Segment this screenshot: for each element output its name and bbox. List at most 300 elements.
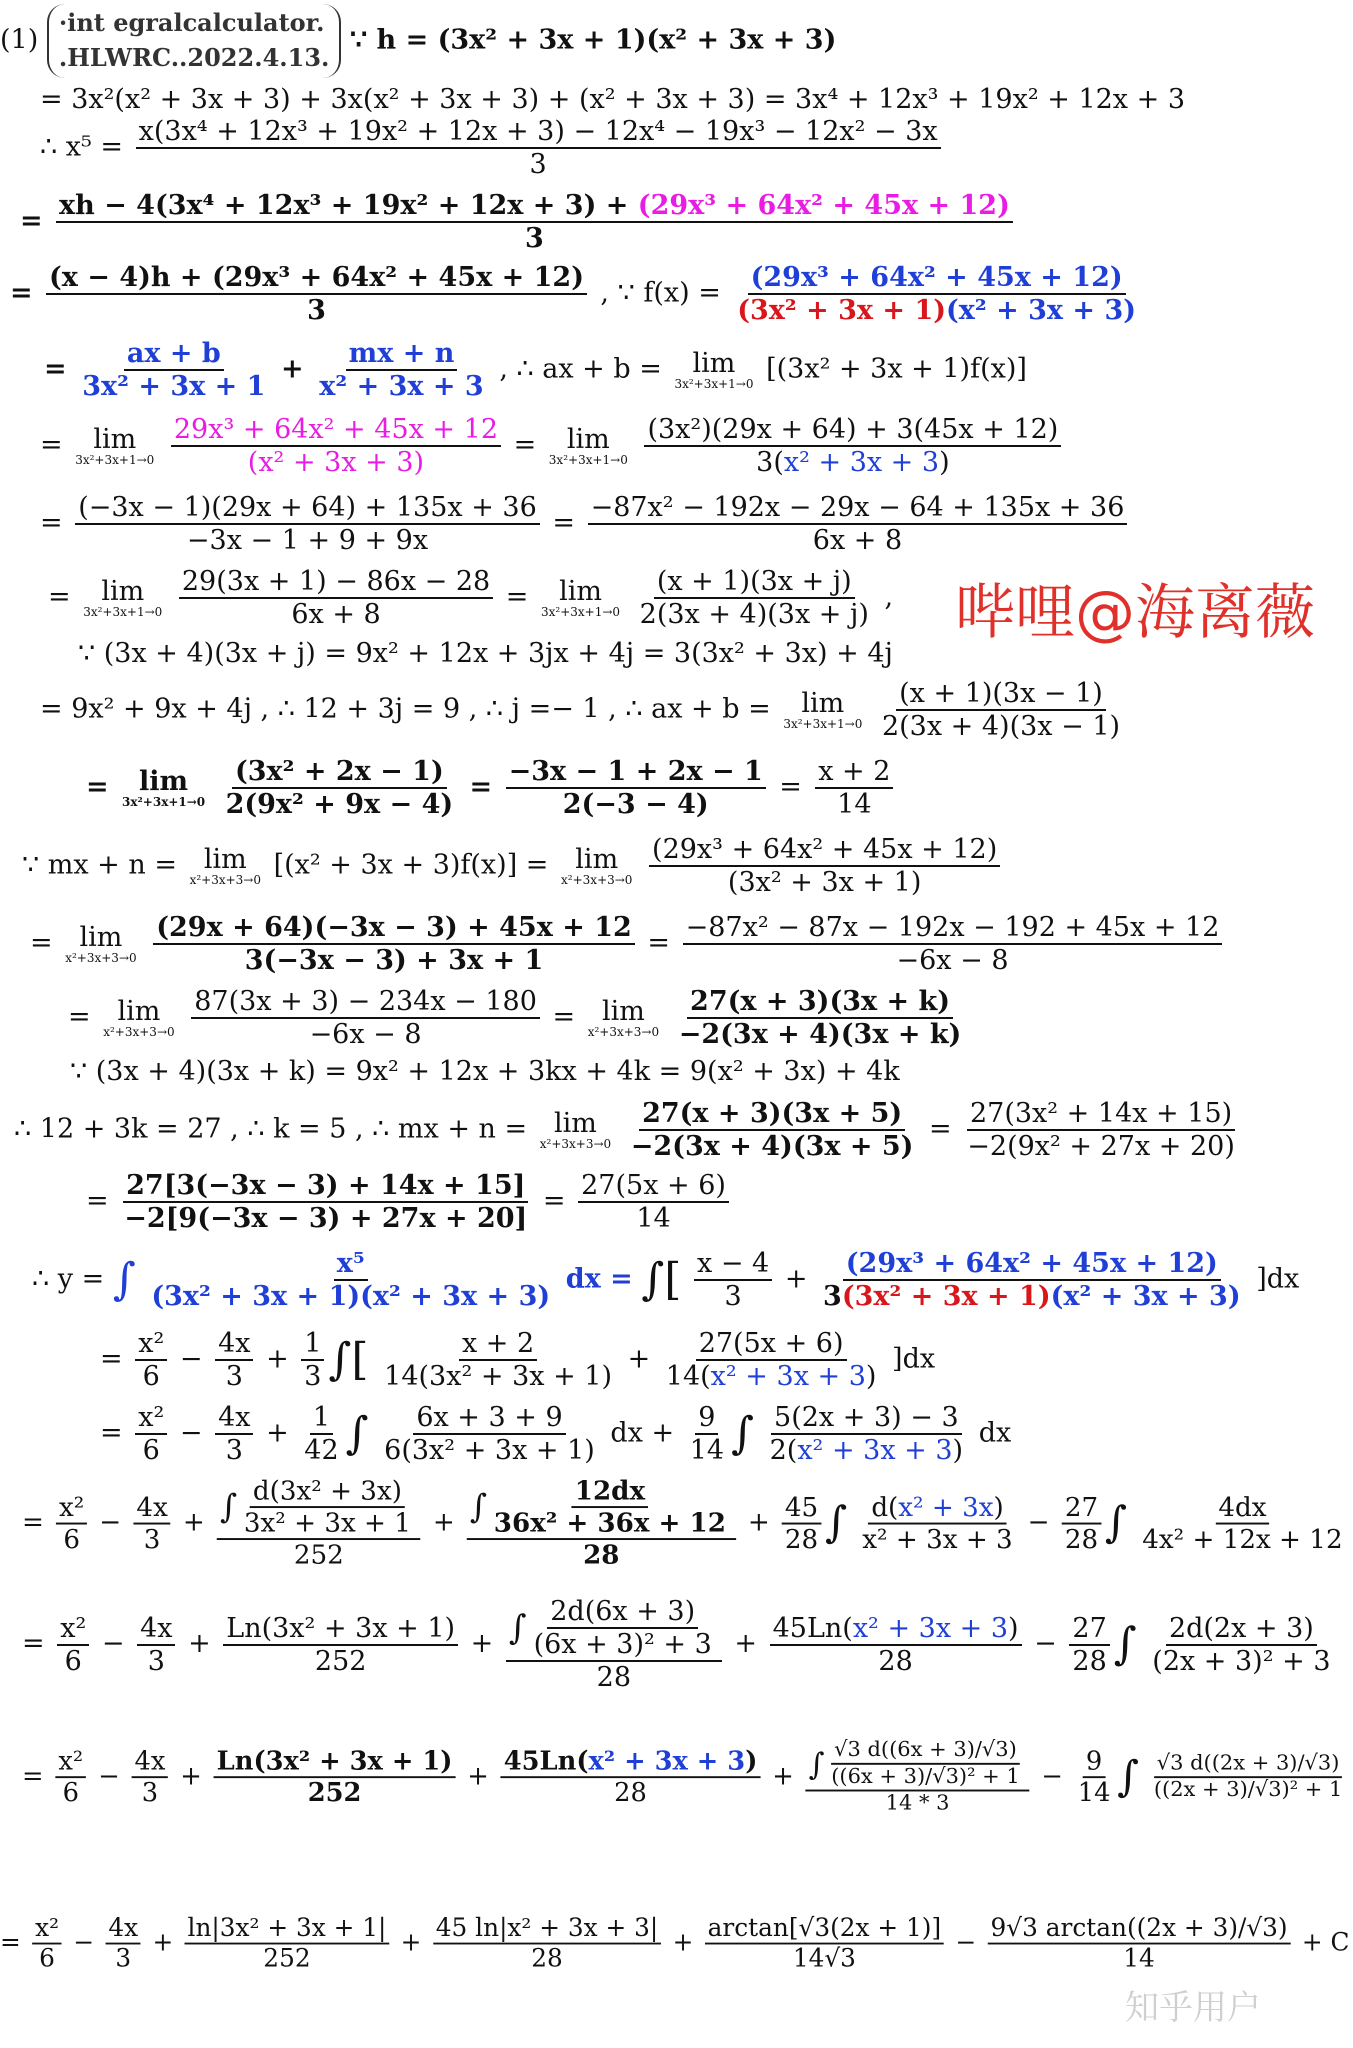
l18-frac2 (578, 1172, 729, 1232)
l18-d2: 14 (636, 1203, 671, 1234)
l19-dx: dx = (565, 1263, 633, 1295)
l15-sub2: x²+3x+3→0 (587, 1025, 660, 1039)
l20-f5 (663, 1330, 880, 1390)
l19-d1b: (x² + 3x + 3) (360, 1281, 551, 1312)
line-15: = lim x²+3x+3→0 $\frac{87(3x + 3) - 234x - 180}{-6x - 8}$ = lim x²+3x+3→0 $\frac{27(x + 3)(3x + k)}{-2(3x + 4)(3x + k)}$ (68, 988, 968, 1048)
l12-d3: 14 (837, 789, 872, 820)
l23-n7: 2d(2x + 3) (1166, 1615, 1317, 1646)
l21-d5: 14 (689, 1435, 725, 1466)
l13-expr: [(x² + 3x + 3)f(x)] = (273, 849, 549, 881)
l21-n3: 1 (310, 1404, 333, 1435)
l7-d2b: x² + 3x + 3 (783, 447, 940, 478)
l23-d3: 252 (314, 1645, 367, 1677)
l12-lim: lim (139, 766, 189, 797)
integral-sign: ∫ (808, 1745, 825, 1782)
l12-n1: (3x² + 2x − 1) (232, 758, 447, 789)
l12-limit (122, 768, 205, 808)
l20-d4: 14(3x² + 3x + 1) (384, 1361, 612, 1392)
l20-n2: 4x (215, 1330, 253, 1361)
l24-n4b: x² + 3x + 3 (588, 1746, 746, 1777)
l8-d2: 6x + 8 (812, 525, 903, 556)
header-line (0, 4, 836, 78)
l24-d1: 6 (62, 1778, 80, 1808)
l25-n3: ln|3x² + 3x + 1| (185, 1916, 389, 1944)
l21-d6c: ) (952, 1435, 964, 1466)
problem-number: (1) (0, 24, 39, 56)
l15-n2: 27(x + 3)(3x + k) (687, 988, 953, 1019)
line-18: = $\frac{27[3(-3x - 3) + 14x + 15]}{-2[9(-3x - 3) + 27x + 20]}$ = $\frac{27(5x + 6)}{14}$ (86, 1172, 733, 1232)
l22-n1: x² (56, 1494, 87, 1524)
l22-d5: 28 (784, 1524, 819, 1555)
line-6-frac1 (79, 340, 268, 400)
fx-num: (29x³ + 64x² + 45x + 12) (748, 264, 1126, 295)
l20-d5c: ) (865, 1361, 877, 1392)
line-13 (22, 836, 1004, 896)
l22-d1: 6 (63, 1524, 80, 1555)
l20-f1 (135, 1330, 167, 1390)
l14-n1: (29x + 64)(−3x − 3) + 45x + 12 (153, 914, 635, 945)
l15-limit2 (588, 998, 659, 1038)
l23-f2 (137, 1612, 175, 1677)
l13-limit1 (190, 846, 261, 886)
l7-frac1 (171, 416, 501, 476)
l25-f4 (433, 1916, 661, 1971)
l25-n5: arctan[√3(2x + 1)] (705, 1916, 944, 1944)
l23-d5: 28 (878, 1645, 913, 1677)
l9-lim2: lim (559, 576, 602, 607)
l21-d3: 42 (304, 1435, 339, 1466)
l20-d3: 3 (304, 1361, 322, 1392)
l22-f3-inner (241, 1476, 414, 1539)
l22-n7: 27 (1062, 1494, 1101, 1524)
line-25: = $\frac{\text{x²}}{6}$ − $\frac{4x}{3}$ + $\frac{\text{ln|3x² + 3x + 1|}}{252}$ + $\frac{\text{45 ln|x² + 3x + 3|}}{28}$ + $\frac{\arctan[√3(2x + 1)]}{14√3}$ − $\frac{9√3 \arctan((2x + 3)/√3)}{14}$ + C (0, 1914, 1350, 1973)
l24-d5: ((6x + 3)/√3)² + 1 (831, 1764, 1020, 1789)
l11-n: (x + 1)(3x − 1) (896, 680, 1106, 711)
integral-sign: ∫ (219, 1487, 238, 1527)
l21-d1: 6 (142, 1435, 160, 1466)
l6-lim: lim (692, 348, 736, 379)
l9-lim1: lim (101, 576, 145, 607)
l21-f5 (687, 1404, 727, 1464)
l6-n1: ax + b (124, 340, 224, 371)
l22-f5 (782, 1492, 821, 1555)
l23-n2: 4x (137, 1615, 175, 1646)
l23-d4b: 28 (596, 1662, 632, 1693)
l17-lim: lim (554, 1108, 597, 1139)
l24-d4: 28 (614, 1778, 647, 1808)
l19-d2b2: (3x² + 3x + 1) (841, 1281, 1051, 1312)
l7-lim2: lim (566, 424, 610, 455)
l24-f7 (1151, 1753, 1345, 1801)
l25-d6: 14 (1123, 1944, 1155, 1973)
integral-sign: ∫ (328, 1334, 352, 1385)
l22-d3b: 252 (293, 1540, 344, 1571)
l19-tail: ]dx (1256, 1263, 1300, 1295)
line-6: = $\frac{ax + b}{\text{3x² + 3x + 1}}$ + $\frac{mx + n}{\text{x² + 3x + 3}}$ , ∴ ax + b = lim 3x²+3x+1→0 [(3x² + 3x + 1)f(x)] (44, 338, 1027, 402)
l17-frac2 (964, 1100, 1238, 1160)
l7-sub1: 3x²+3x+1→0 (75, 453, 155, 467)
line-6-frac2 (316, 340, 486, 400)
line-22: = $\frac{\text{x²}}{6}$ − $\frac{4x}{3}$ + ∫ $\frac{\text{d(3x² + 3x)}}{\text{3x² + 3x + 1}}$ 252 + ∫ $\frac{12dx}{\text{36x² + 36x + 12}}$ 28 + $\frac{45}{28}$ ∫ $\frac{\text{d(x² + 3x)}}{\text{x² + 3x + 3}}$ − $\frac{27}{28}$ ∫ $\frac{4dx}{\text{4x² + 12x + 12}}$ (22, 1478, 1349, 1568)
integral-sign: ∫ (824, 1497, 848, 1548)
l6-d1: 3x² + 3x + 1 (82, 371, 266, 402)
integral-sign: ∫ (641, 1254, 665, 1305)
l23-f5 (770, 1612, 1022, 1677)
l18-frac1 (121, 1172, 530, 1232)
l21-f4 (381, 1404, 598, 1464)
line-8: = $\frac{(-3x - 1)(29x + 64) + 135x + 36}{-3x - 1 + 9 + 9x}$ = $\frac{\text{−87x² − 192x − 29x − 64 + 135x + 36}}{6x + 8}$ (40, 494, 1131, 554)
l24-f1 (56, 1746, 87, 1808)
l23-d6: 28 (1072, 1645, 1107, 1677)
l12-n2: −3x − 1 + 2x − 1 (506, 758, 766, 789)
l6-d2: x² + 3x + 3 (319, 371, 484, 402)
l23-n1: x² (57, 1615, 89, 1646)
l13-sub2: x²+3x+3→0 (561, 873, 633, 887)
l22-d2: 3 (143, 1524, 161, 1555)
l20-n1: x² (135, 1330, 167, 1361)
l21-f2 (215, 1404, 253, 1464)
l19-d2b1: 3 (823, 1281, 842, 1312)
line-10: ∵ (3x + 4)(3x + j) = 9x² + 12x + 3jx + 4j = 3(3x² + 3x) + 4j (78, 638, 893, 669)
l9-sub1: 3x²+3x+1→0 (83, 605, 163, 619)
line-4-num-b: (29x³ + 64x² + 45x + 12) (637, 190, 1010, 221)
l23-n3: Ln(3x² + 3x + 1) (223, 1615, 458, 1646)
l24-f5-inner (828, 1740, 1022, 1788)
l11-lim: lim (801, 688, 845, 719)
l21-n1: x² (135, 1404, 167, 1435)
l25-f2 (106, 1916, 141, 1971)
l19-pre: ∴ y = (32, 1263, 105, 1295)
l7-d2a: 3( (756, 447, 784, 478)
l12-d1: 2(9x² + 9x − 4) (225, 789, 454, 820)
l21-mid: dx + (610, 1417, 675, 1449)
l24-d3: 252 (307, 1778, 362, 1808)
l12-frac1 (223, 758, 457, 818)
header-note-line2: .HLWRC..2022.4.13. (58, 42, 330, 72)
l22-n3: d(3x² + 3x) (250, 1478, 405, 1508)
l13-lim2: lim (575, 844, 619, 875)
l23-f4 (506, 1598, 722, 1691)
l21-n6: 5(2x + 3) − 3 (771, 1404, 962, 1435)
l24-n4a: 45Ln( (503, 1746, 589, 1777)
l22-f8 (1139, 1492, 1345, 1555)
l22-f4-inner (491, 1476, 729, 1539)
l20-d5b: x² + 3x + 3 (710, 1361, 866, 1392)
l25-n1: x² (32, 1916, 61, 1944)
line-21: = $\frac{\text{x²}}{6}$ − $\frac{4x}{3}$ + $\frac{1}{42}$ ∫ $\frac{6x + 3 + 9}{\text{6(3x² + 3x + 1)}}$ dx + $\frac{9}{14}$ ∫ $\frac{5(2x + 3) - 3}{\text{2(x² + 3x + 3)}}$ dx (100, 1402, 1012, 1466)
l20-f4 (381, 1330, 615, 1390)
l23-d4: (6x + 3)² + 3 (533, 1629, 712, 1660)
l17-limit (540, 1110, 611, 1150)
l15-lim2: lim (601, 996, 645, 1027)
line-4-num-a: xh − 4(3x⁴ + 12x³ + 19x² + 12x + 3) + (59, 190, 638, 221)
fx-den-a: (3x² + 3x + 1) (737, 295, 947, 326)
integral-sign: ∫ (731, 1408, 755, 1459)
l11-pre: = 9x² + 9x + 4j , ∴ 12 + 3j = 9 , ∴ j =− 1 , ∴ ax + b = (40, 693, 771, 725)
line-19: ∴ y = ∫ $\frac{\text{x⁵}}{\text{(3x² + 3x + 1)(x² + 3x + 3)}}$ dx = ∫[ $\frac{x - 4}{3}$ + $\frac{\text{(29x³ + 64x² + 45x + 12)}}{\text{3(3x² + 3x + 1)(x² + 3x + 3)}}$ ]dx (32, 1248, 1300, 1312)
l24-n2: 4x (132, 1749, 169, 1779)
l15-sub1: x²+3x+3→0 (103, 1025, 175, 1039)
l15-frac1 (191, 988, 540, 1048)
l8-d1: −3x − 1 + 9 + 9x (186, 525, 429, 556)
line-4-den: 3 (525, 223, 544, 254)
l7-n2: (3x²)(29x + 64) + 3(45x + 12) (644, 416, 1061, 447)
fx-den-b: (x² + 3x + 3) (946, 295, 1137, 326)
l22-n6a: d( (871, 1492, 899, 1523)
l9-n1: 29(3x + 1) − 86x − 28 (179, 568, 493, 599)
l15-n1: 87(3x + 3) − 234x − 180 (191, 988, 540, 1019)
l21-f6 (767, 1404, 966, 1464)
line-4: = xh − 4(3x⁴ + 12x³ + 19x² + 12x + 3) + (29x³ + 64x² + 45x + 12) 3 (20, 192, 1017, 252)
l8-frac1 (75, 494, 540, 554)
l22-d4: 36x² + 36x + 12 (493, 1508, 726, 1539)
line-16: ∵ (3x + 4)(3x + k) = 9x² + 12x + 3kx + 4k = 9(x² + 3x) + 4k (70, 1056, 900, 1087)
l8-frac2 (588, 494, 1128, 554)
integral-sign: ∫ (469, 1487, 488, 1527)
line-12: = lim 3x²+3x+1→0 $\frac{\text{(3x² + 2x − 1)}}{\text{2(9x² + 9x − 4)}}$ = $\frac{-3x - 1 + 2x - 1}{2(-3 - 4)}$ = $\frac{x + 2}{14}$ (86, 758, 897, 818)
l25-d4: 28 (531, 1944, 563, 1973)
l20-d1: 6 (142, 1361, 160, 1392)
l22-n2: 4x (134, 1494, 171, 1524)
l7-limit2 (549, 426, 628, 466)
integral-sign: ∫ (1113, 1618, 1137, 1670)
l6-n2: mx + n (346, 340, 458, 371)
l21-d6a: 2( (769, 1435, 798, 1466)
l23-f1 (57, 1612, 89, 1677)
l19-n1: x⁵ (334, 1250, 368, 1281)
l9-sub2: 3x²+3x+1→0 (540, 605, 621, 619)
l13-lim1: lim (203, 844, 247, 875)
l24-f3 (214, 1746, 455, 1808)
l14-n2: −87x² − 87x − 192x − 192 + 45x + 12 (683, 914, 1223, 945)
l25-n6: 9√3 arctan((2x + 3)/√3) (988, 1916, 1291, 1944)
l24-n3: Ln(3x² + 3x + 1) (214, 1749, 455, 1779)
l9-d2: 2(3x + 4)(3x + j) (639, 599, 869, 630)
l23-n5a: 45Ln( (772, 1612, 853, 1644)
l12-n3: x + 2 (815, 758, 893, 789)
l7-sub2: 3x²+3x+1→0 (548, 453, 628, 467)
l25-n4: 45 ln|x² + 3x + 3| (433, 1916, 661, 1944)
l20-tail: ]dx (892, 1343, 936, 1375)
l22-f1 (56, 1492, 87, 1555)
l15-d1: −6x − 8 (309, 1019, 422, 1050)
header-note-line1: ·int egralcalculator. (58, 8, 325, 37)
l7-d1: (x² + 3x + 3) (247, 447, 425, 478)
line-6-limit (674, 350, 753, 390)
header-note (47, 4, 342, 78)
line-6-expr: [(3x² + 3x + 1)f(x)] (766, 353, 1027, 385)
l25-f5 (705, 1916, 944, 1971)
fx-fraction (734, 264, 1139, 324)
zhihu-watermark: 知乎用户 (1125, 1988, 1261, 2028)
line-9: = lim 3x²+3x+1→0 $\frac{29(3x + 1) - 86x - 28}{6x + 8}$ = lim 3x²+3x+1→0 $\frac{(x + 1)(3x + j)}{2(3x + 4)(3x + j)}$ , (48, 566, 894, 630)
l19-n2b: (29x³ + 64x² + 45x + 12) (843, 1250, 1221, 1281)
l18-n1: 27[3(−3x − 3) + 14x + 15] (123, 1172, 528, 1203)
l24-f5 (806, 1740, 1029, 1814)
l14-limit (65, 924, 136, 964)
l23-f3 (223, 1612, 458, 1677)
l12-frac2 (506, 758, 766, 818)
l15-lim1: lim (117, 996, 161, 1027)
l23-d7: (2x + 3)² + 3 (1152, 1645, 1331, 1677)
l12-sub: 3x²+3x+1→0 (122, 795, 206, 809)
l23-f6 (1069, 1612, 1109, 1677)
l22-d3: 3x² + 3x + 1 (243, 1508, 411, 1539)
l20-f2 (215, 1330, 253, 1390)
line-20: = $\frac{\text{x²}}{6}$ − $\frac{4x}{3}$ + $\frac{1}{3}$ ∫[ $\frac{x + 2}{\text{14(3x² + 3x + 1)}}$ + $\frac{27(5x + 6)}{\text{14(x² + 3x + 3)}}$ ]dx (100, 1328, 936, 1392)
l23-n6: 27 (1069, 1615, 1109, 1646)
integral-sign: ∫ (112, 1254, 136, 1305)
l22-f2 (134, 1492, 171, 1555)
l21-f1 (135, 1404, 167, 1464)
line-5: = $\frac{\text{(x − 4)h + (29x³ + 64x² + 45x + 12)}}{3}$ , ∵ f(x) = $\frac{\text{(29x³ + 64x² + 45x + 12)}}{\text{(3x² + 3x + 1)(x² + 3x + 3)}}$ (10, 264, 1143, 324)
l19-frac3 (820, 1250, 1244, 1310)
l25-f1 (32, 1916, 61, 1971)
line-17: ∴ 12 + 3k = 27 , ∴ k = 5 , ∴ mx + n = lim x²+3x+3→0 $\frac{27(x + 3)(3x + 5)}{-2(3x + 4)(3x + 5)}$ = $\frac{\text{27(3x² + 14x + 15)}}{\text{−2(9x² + 27x + 20)}}$ (14, 1100, 1242, 1160)
l25-tail: + C (1301, 1928, 1350, 1957)
line-5-fraction (46, 264, 587, 324)
l13-pre: ∵ mx + n = (22, 849, 177, 881)
l9-d1: 6x + 8 (291, 599, 381, 630)
l7-limit1 (75, 426, 154, 466)
l24-n1: x² (56, 1749, 87, 1779)
l15-d2: −2(3x + 4)(3x + k) (678, 1019, 962, 1050)
l7-d2c: ) (939, 447, 950, 478)
integral-sign: ∫ (1104, 1497, 1128, 1548)
l21-d4: 6(3x² + 3x + 1) (384, 1435, 595, 1466)
l20-f3 (301, 1330, 324, 1390)
line-3-prefix: ∴ x⁵ = (40, 131, 124, 163)
l17-sub: x²+3x+3→0 (539, 1137, 612, 1151)
l23-f7 (1149, 1612, 1333, 1677)
l14-lim: lim (79, 922, 123, 953)
l12-frac3 (815, 758, 893, 818)
line-24: = $\frac{\text{x²}}{6}$ − $\frac{4x}{3}$ + $\frac{\text{Ln(3x² + 3x + 1)}}{252}$ + $\frac{\text{45Ln(x² + 3x + 3)}}{28}$ + ∫ $\frac{√3 d((6x + 3)/√3)}{\text{((6x + 3)/√3)² + 1}}$ 14 * 3 − $\frac{9}{14}$ ∫ $\frac{√3 d((2x + 3)/√3)}{\text{((2x + 3)/√3)² + 1}}$ (22, 1740, 1349, 1814)
l20-n3: 1 (301, 1330, 324, 1361)
l25-f6 (988, 1916, 1291, 1971)
l19-d2b3: (x² + 3x + 3) (1050, 1281, 1241, 1312)
l20-d5a: 14( (665, 1361, 711, 1392)
line-11 (40, 680, 1127, 740)
l19-frac1 (148, 1250, 553, 1310)
line-23: = $\frac{\text{x²}}{6}$ − $\frac{4x}{3}$ + $\frac{\text{Ln(3x² + 3x + 1)}}{252}$ + ∫ $\frac{2d(6x + 3)}{\text{(6x + 3)² + 3}}$ 28 + $\frac{\text{45Ln(x² + 3x + 3)}}{28}$ − $\frac{27}{28}$ ∫ $\frac{2d(2x + 3)}{\text{(2x + 3)² + 3}}$ (22, 1598, 1338, 1691)
l13-limit2 (561, 846, 632, 886)
l22-d7: 28 (1064, 1524, 1099, 1555)
l20-n5: 27(5x + 6) (696, 1330, 847, 1361)
l19-d2a: 3 (724, 1281, 742, 1312)
l18-n2: 27(5x + 6) (578, 1172, 729, 1203)
line-5-den: 3 (307, 295, 326, 326)
l8-n2: −87x² − 192x − 29x − 64 + 135x + 36 (588, 494, 1128, 525)
l19-frac2 (694, 1250, 772, 1310)
line-5-mid: , ∵ f(x) = (600, 277, 721, 309)
l17-pre: ∴ 12 + 3k = 27 , ∴ k = 5 , ∴ mx + n = (14, 1113, 528, 1145)
l21-n4: 6x + 3 + 9 (413, 1404, 565, 1435)
l13-frac (649, 836, 1000, 896)
l23-n5c: ) (1008, 1612, 1019, 1644)
l14-frac2 (683, 914, 1223, 974)
l17-d1: −2(3x + 4)(3x + 5) (630, 1131, 914, 1162)
l24-f6 (1075, 1746, 1113, 1808)
l17-n2: 27(3x² + 14x + 15) (967, 1100, 1235, 1131)
l24-f2 (132, 1746, 169, 1808)
l21-tail: dx (978, 1417, 1012, 1449)
l11-limit (783, 690, 862, 730)
line-3-den: 3 (529, 149, 547, 180)
l15-limit1 (103, 998, 174, 1038)
line-14: = lim x²+3x+3→0 $\frac{(29x + 64)(-3x - 3) + 45x + 12}{3(-3x - 3) + 3x + 1}$ = $\frac{\text{−87x² − 87x − 192x − 192 + 45x + 12}}{-6x - 8}$ (30, 914, 1226, 974)
l9-n2: (x + 1)(3x + j) (654, 568, 855, 599)
l20-d2: 3 (225, 1361, 243, 1392)
l20-n4: x + 2 (459, 1330, 537, 1361)
l9-limit1 (83, 578, 162, 618)
l23-d1: 6 (64, 1645, 82, 1677)
l11-d: 2(3x + 4)(3x − 1) (881, 711, 1121, 742)
l23-f4-inner (531, 1598, 715, 1658)
line-7: = lim 3x²+3x+1→0 $\frac{\text{29x³ + 64x² + 45x + 12}}{\text{(x² + 3x + 3)}}$ = lim 3x²+3x+1→0 $\frac{\text{(3x²)(29x + 64) + 3(45x + 12)}}{\text{3(x² + 3x + 3)}}$ (40, 416, 1065, 476)
integral-sign: ∫ (345, 1408, 369, 1459)
l11-sub: 3x²+3x+1→0 (783, 717, 863, 731)
l22-d4b: 28 (583, 1540, 620, 1571)
l12-d2: 2(−3 − 4) (562, 789, 709, 820)
l14-sub: x²+3x+3→0 (65, 951, 137, 965)
l22-n8: 4dx (1215, 1494, 1269, 1524)
l24-d5b: 14 * 3 (885, 1791, 950, 1816)
l13-n: (29x³ + 64x² + 45x + 12) (649, 836, 1000, 867)
l22-f6 (859, 1492, 1015, 1555)
l25-d3: 252 (263, 1944, 311, 1973)
l23-n4: 2d(6x + 3) (547, 1598, 698, 1629)
l24-n5: √3 d((6x + 3)/√3) (831, 1740, 1019, 1765)
l24-d2: 3 (141, 1778, 159, 1808)
l22-f3 (217, 1476, 421, 1571)
l15-frac2 (676, 988, 965, 1048)
l25-n2: 4x (106, 1916, 141, 1944)
l24-d7: ((2x + 3)/√3)² + 1 (1153, 1778, 1343, 1802)
l7-lim1: lim (93, 424, 137, 455)
l25-d2: 3 (115, 1944, 132, 1973)
l24-f4 (501, 1746, 760, 1808)
l17-n1: 27(x + 3)(3x + 5) (639, 1100, 905, 1131)
l17-d2: −2(9x² + 27x + 20) (967, 1131, 1235, 1162)
line-4-fraction (56, 192, 1013, 252)
line-3-fraction (136, 118, 941, 178)
l8-n1: (−3x − 1)(29x + 64) + 135x + 36 (75, 494, 540, 525)
l24-n6: 9 (1083, 1749, 1105, 1779)
l13-sub1: x²+3x+3→0 (189, 873, 261, 887)
line-3-num: x(3x⁴ + 12x³ + 19x² + 12x + 3) − 12x⁴ − 19x³ − 12x² − 3x (136, 118, 941, 149)
integral-sign: ∫ (508, 1608, 527, 1648)
l21-f3 (301, 1404, 341, 1464)
l6-sub: 3x²+3x+1→0 (674, 377, 754, 391)
integral-sign: ∫ (1117, 1752, 1139, 1801)
l17-frac1 (628, 1100, 917, 1160)
l18-d1: −2[9(−3x − 3) + 27x + 20] (124, 1203, 528, 1234)
l21-d2: 3 (225, 1435, 243, 1466)
l14-d2: −6x − 8 (896, 945, 1009, 976)
line-6-tail: , ∴ ax + b = (499, 353, 662, 385)
l25-d1: 6 (39, 1944, 55, 1973)
l24-d6: 14 (1077, 1778, 1111, 1808)
l11-frac (879, 680, 1123, 740)
l21-n2: 4x (215, 1404, 253, 1435)
l24-n7: √3 d((2x + 3)/√3) (1154, 1753, 1342, 1778)
header-equation: ∵ h = (3x² + 3x + 1)(x² + 3x + 3) (349, 24, 837, 56)
l19-d1a: (3x² + 3x + 1) (151, 1281, 361, 1312)
l9-frac2 (637, 568, 872, 628)
l22-n6c: ) (993, 1492, 1004, 1523)
l25-d5: 14√3 (792, 1944, 856, 1973)
